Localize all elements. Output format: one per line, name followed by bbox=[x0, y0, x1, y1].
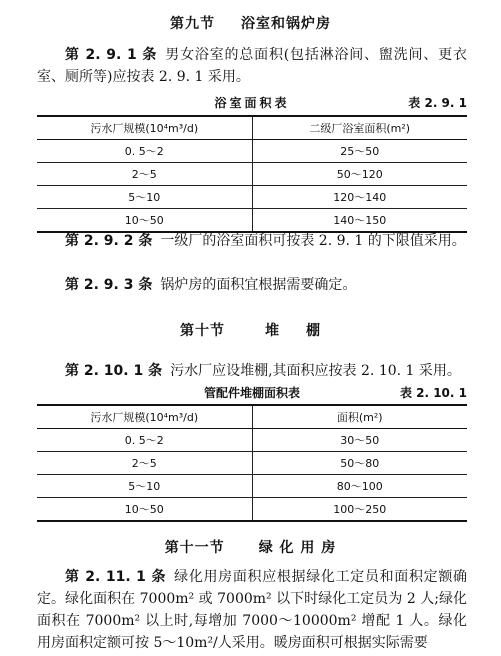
clause-2-9-2-number: 第 2. 9. 2 条 bbox=[65, 233, 153, 249]
table-cell: 5～10 bbox=[37, 186, 252, 209]
table-cell: 30～50 bbox=[252, 429, 467, 452]
table-cell: 50～80 bbox=[252, 452, 467, 475]
clause-2-10-1 bbox=[37, 360, 467, 382]
table-cell: 25～50 bbox=[252, 140, 467, 163]
section-10-name-part1: 堆 bbox=[265, 323, 280, 339]
table-row bbox=[37, 209, 467, 233]
section-11-number: 第十一节 bbox=[164, 540, 225, 556]
table-cell: 80～100 bbox=[252, 475, 467, 498]
table-2-9-1-number: 表 2. 9. 1 bbox=[408, 96, 467, 110]
section-10-heading bbox=[0, 320, 501, 340]
table-cell: 140～150 bbox=[252, 209, 467, 233]
table-cell: 2～5 bbox=[37, 452, 252, 475]
clause-2-11-1-number: 第 2. 11. 1 条 bbox=[65, 569, 167, 585]
table-2-10-1-caption: 管配件堆棚面积表 bbox=[203, 386, 300, 400]
section-9-number: 第九节 bbox=[170, 16, 215, 32]
table-row bbox=[37, 452, 467, 475]
clause-2-9-1-text: 男女浴室的总面积(包括淋浴间、盥洗间、更衣室、厕所等)应按表 2. 9. 1 采用。 bbox=[37, 47, 467, 85]
table-cell: 5～10 bbox=[37, 475, 252, 498]
table-header-cell: 二级厂浴室面积(m²) bbox=[252, 116, 467, 140]
table-2-10-1-caption-row bbox=[37, 384, 467, 402]
clause-2-9-3-text: 锅炉房的面积宜根据需要确定。 bbox=[160, 277, 357, 293]
clause-2-9-3 bbox=[37, 274, 467, 296]
section-10-number: 第十节 bbox=[180, 323, 225, 339]
table-cell: 0. 5～2 bbox=[37, 429, 252, 452]
section-9-name: 浴室和锅炉房 bbox=[241, 16, 331, 32]
clause-2-9-2-text: 一级厂的浴室面积可按表 2. 9. 1 的下限值采用。 bbox=[160, 233, 466, 249]
table-2-9-1-caption-row bbox=[37, 94, 467, 112]
section-11-name: 绿 化 用 房 bbox=[258, 540, 337, 556]
clause-2-9-1-number: 第 2. 9. 1 条 bbox=[65, 47, 158, 63]
clause-2-10-1-text: 污水厂应设堆棚,其面积应按表 2. 10. 1 采用。 bbox=[170, 363, 461, 379]
table-cell: 2～5 bbox=[37, 163, 252, 186]
table-cell: 120～140 bbox=[252, 186, 467, 209]
clause-2-11-1 bbox=[37, 566, 467, 654]
section-11-heading bbox=[0, 537, 501, 557]
table-row bbox=[37, 429, 467, 452]
table-row bbox=[37, 140, 467, 163]
clause-2-11-1-text: 绿化用房面积应根据绿化工定员和面积定额确定。绿化面积在 7000m² 或 7000m² 以下时绿化工定员为 2 人;绿化面积在 7000m² 以上时,每增加 7000～10000m² 增配 1 人。绿化用房面积定额可按 5～10m²/人采用。暖房面积可根据实际需要 bbox=[37, 569, 467, 651]
table-header-cell: 污水厂规模(10⁴m³/d) bbox=[37, 116, 252, 140]
table-2-9-1-caption: 浴室面积表 bbox=[214, 96, 290, 110]
section-9-heading bbox=[0, 13, 501, 33]
table-header-row bbox=[37, 405, 467, 429]
table-2-10-1 bbox=[37, 404, 467, 522]
table-header-cell: 污水厂规模(10⁴m³/d) bbox=[37, 405, 252, 429]
clause-2-9-2 bbox=[37, 230, 467, 252]
clause-2-9-1 bbox=[37, 44, 467, 88]
table-cell: 50～120 bbox=[252, 163, 467, 186]
table-row bbox=[37, 475, 467, 498]
table-2-9-1 bbox=[37, 115, 467, 233]
table-row bbox=[37, 498, 467, 522]
table-cell: 10～50 bbox=[37, 209, 252, 233]
clause-2-9-3-number: 第 2. 9. 3 条 bbox=[65, 277, 153, 293]
section-10-name-part2: 棚 bbox=[306, 323, 321, 339]
table-header-row bbox=[37, 116, 467, 140]
table-2-10-1-number: 表 2. 10. 1 bbox=[399, 386, 467, 400]
table-row bbox=[37, 163, 467, 186]
table-cell: 100～250 bbox=[252, 498, 467, 522]
table-cell: 10～50 bbox=[37, 498, 252, 522]
clause-2-10-1-number: 第 2. 10. 1 条 bbox=[65, 363, 163, 379]
table-row bbox=[37, 186, 467, 209]
table-cell: 0. 5～2 bbox=[37, 140, 252, 163]
table-header-cell: 面积(m²) bbox=[252, 405, 467, 429]
